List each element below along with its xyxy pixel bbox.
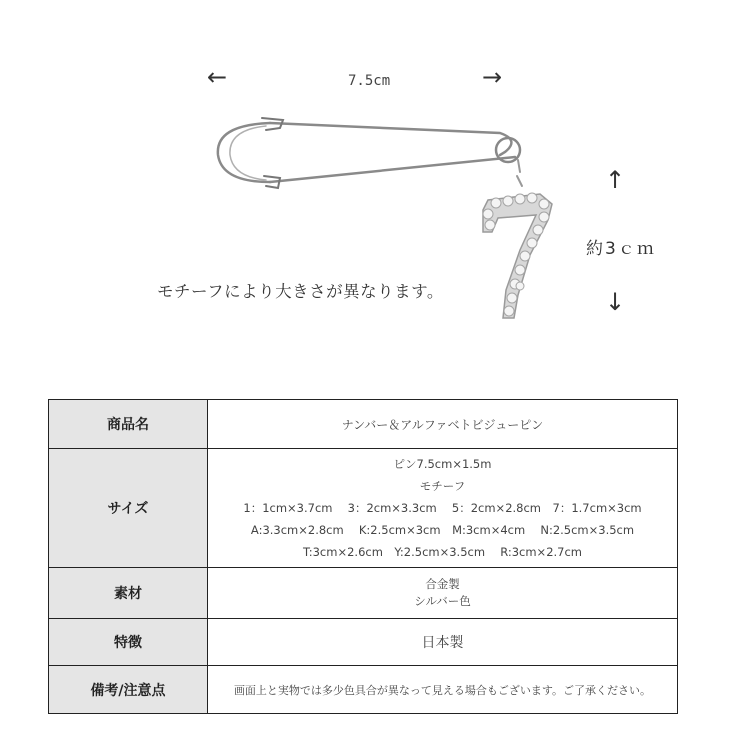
notes-value: 画面上と実物では多少色具合が異なって見える場合もございます。ご了承ください。 bbox=[208, 666, 678, 714]
size-variation-note: モチーフにより大きさが異なります。 bbox=[157, 282, 444, 301]
size-value bbox=[208, 449, 678, 568]
size-line-pin: ピン7.5cm×1.5m bbox=[393, 457, 492, 471]
size-header: サイズ bbox=[49, 449, 208, 568]
table-row bbox=[49, 400, 678, 449]
material-line-color: シルバー色 bbox=[414, 594, 471, 608]
product-name-value: ナンバー＆アルファベトビジューピン bbox=[208, 400, 678, 449]
size-line-letters-2: T:3cm×2.6cm Y:2.5cm×3.5cm R:3cm×2.7cm bbox=[302, 545, 583, 559]
up-arrow-icon: ↑ bbox=[605, 166, 626, 194]
table-row bbox=[49, 666, 678, 714]
notes-header: 備考/注意点 bbox=[49, 666, 208, 714]
right-arrow-icon: → bbox=[482, 63, 503, 91]
width-dimension-label: 7.5cm bbox=[348, 73, 391, 89]
feature-value: 日本製 bbox=[208, 619, 678, 666]
product-name-header: 商品名 bbox=[49, 400, 208, 449]
spec-table bbox=[48, 399, 678, 714]
number-seven-charm bbox=[483, 193, 552, 318]
material-value bbox=[208, 568, 678, 619]
left-arrow-icon: ← bbox=[207, 63, 228, 91]
size-line-letters-1: A:3.3cm×2.8cm K:2.5cm×3cm M:3cm×4cm N:2.5cm×3.5cm bbox=[250, 523, 635, 537]
table-row bbox=[49, 619, 678, 666]
feature-header: 特徴 bbox=[49, 619, 208, 666]
down-arrow-icon: ↓ bbox=[605, 288, 626, 316]
size-line-numbers: 1：1cm×3.7cm 3：2cm×3.3cm 5：2cm×2.8cm 7：1.7cm×3cm bbox=[243, 501, 642, 515]
size-line-motif: モチーフ bbox=[419, 479, 466, 493]
material-line-alloy: 合金製 bbox=[425, 577, 460, 591]
height-dimension-label: 約3ｃｍ bbox=[586, 239, 656, 259]
material-header: 素材 bbox=[49, 568, 208, 619]
table-row bbox=[49, 568, 678, 619]
table-row bbox=[49, 449, 678, 568]
